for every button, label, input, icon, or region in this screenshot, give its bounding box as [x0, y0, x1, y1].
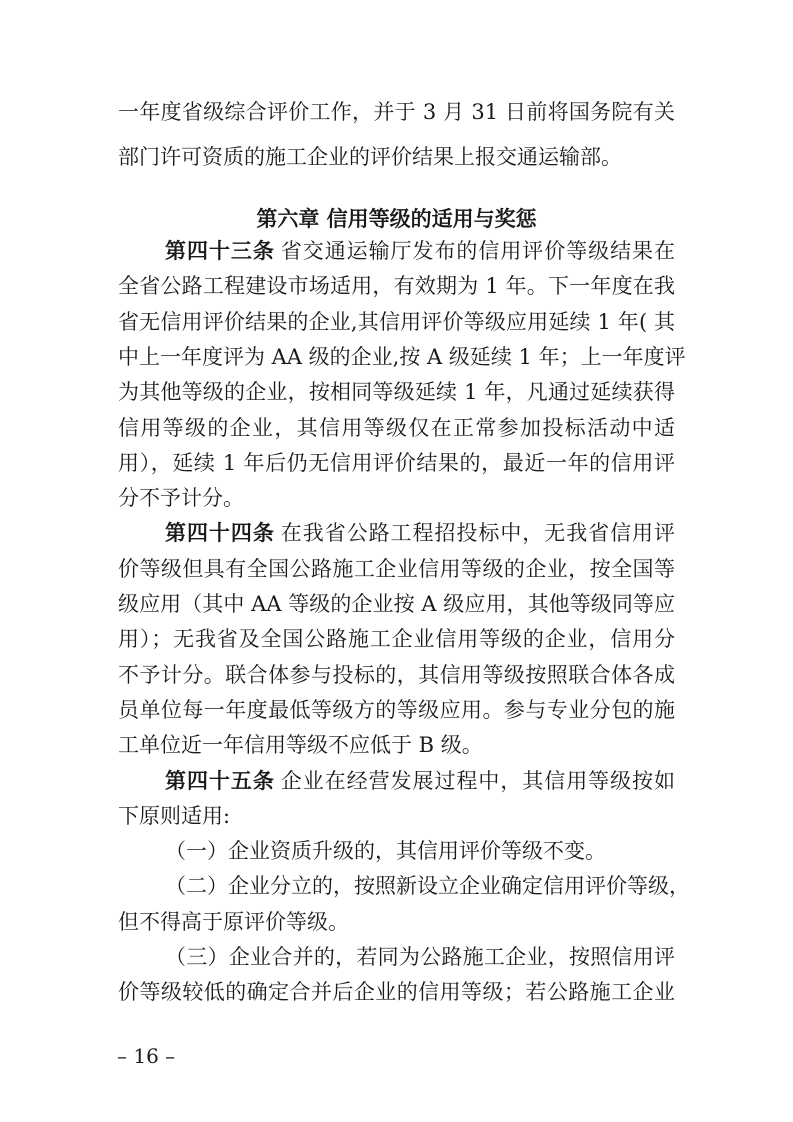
body-line — [118, 625, 675, 653]
article-number: 第四十五条 — [165, 768, 275, 793]
body-line — [118, 590, 675, 618]
line-text: 用），延续 1 年后仍无信用评价结果的，最近一年的信用评 — [118, 450, 675, 475]
body-line — [165, 837, 722, 865]
line-text: 为其他等级的企业，按相同等级延续 1 年，凡通过延续获得 — [118, 380, 675, 405]
article-first-line — [165, 519, 675, 547]
body-line — [118, 661, 675, 689]
line-text: 省交通运输厅发布的信用评价等级结果在 — [280, 239, 676, 263]
page-number: – 16 – — [117, 1044, 176, 1068]
line-text: 用）；无我省及全国公路施工企业信用等级的企业，信用分 — [118, 627, 675, 652]
body-line — [165, 943, 675, 971]
article-first-line — [165, 767, 675, 795]
line-text: 不予计分。联合体参与投标的，其信用等级按照联合体各成 — [118, 662, 675, 687]
line-text: 中上一年度评为 AA 级的企业,按 A 级延续 1 年；上一年度评 — [118, 344, 686, 369]
body-line — [118, 908, 675, 936]
line-text: 级应用（其中 AA 等级的企业按 A 级应用，其他等级同等应 — [118, 592, 675, 616]
line-text: 企业在经营发展过程中，其信用等级按如 — [280, 768, 676, 793]
body-line — [118, 696, 675, 724]
body-line — [118, 378, 675, 406]
line-text: 下原则适用: — [118, 803, 231, 828]
chapter-heading: 第六章 信用等级的适用与奖惩 — [256, 207, 537, 231]
body-line — [118, 555, 675, 583]
line-text: 员单位每一年度最低等级方的等级应用。参与专业分包的施 — [118, 697, 675, 722]
body-line — [118, 414, 675, 442]
line-text: （一）企业资质升级的，其信用评价等级不变。 — [165, 839, 606, 864]
body-line — [118, 484, 675, 512]
line-text: 分不予计分。 — [118, 486, 244, 511]
line-text: （二）企业分立的，按照新设立企业确定信用评价等级， — [165, 874, 690, 899]
body-line — [118, 802, 675, 830]
line-text: 但不得高于原评价等级。 — [118, 909, 349, 934]
line-text: 在我省公路工程招投标中，无我省信用评 — [280, 521, 676, 546]
line-text: 工单位近一年信用等级不应低于 B 级。 — [118, 733, 483, 758]
body-line — [118, 731, 675, 759]
line-text: 省无信用评价结果的企业,其信用评价等级应用延续 1 年( 其 — [118, 309, 675, 334]
article-number: 第四十三条 — [165, 239, 275, 263]
body-line — [118, 978, 675, 1006]
line-text: （三）企业合并的，若同为公路施工企业，按照信用评 — [165, 945, 675, 969]
body-line — [118, 449, 675, 477]
line-text: 全省公路工程建设市场适用，有效期为 1 年。下一年度在我 — [118, 274, 675, 299]
article-first-line — [165, 237, 675, 265]
line-text: 信用等级的企业，其信用等级仅在正常参加投标活动中适 — [118, 415, 675, 440]
body-line — [118, 308, 675, 336]
intro-line: 一年度省级综合评价工作，并于 3 月 31 日前将国务院有关 — [118, 100, 675, 124]
body-line — [118, 272, 675, 300]
body-line — [118, 343, 686, 371]
line-text: 价等级但具有全国公路施工企业信用等级的企业，按全国等 — [118, 556, 675, 581]
intro-line: 部门许可资质的施工企业的评价结果上报交通运输部。 — [118, 145, 622, 169]
body-line — [165, 872, 690, 900]
article-number: 第四十四条 — [165, 521, 275, 546]
line-text: 价等级较低的确定合并后企业的信用等级；若公路施工企业 — [118, 980, 675, 1005]
